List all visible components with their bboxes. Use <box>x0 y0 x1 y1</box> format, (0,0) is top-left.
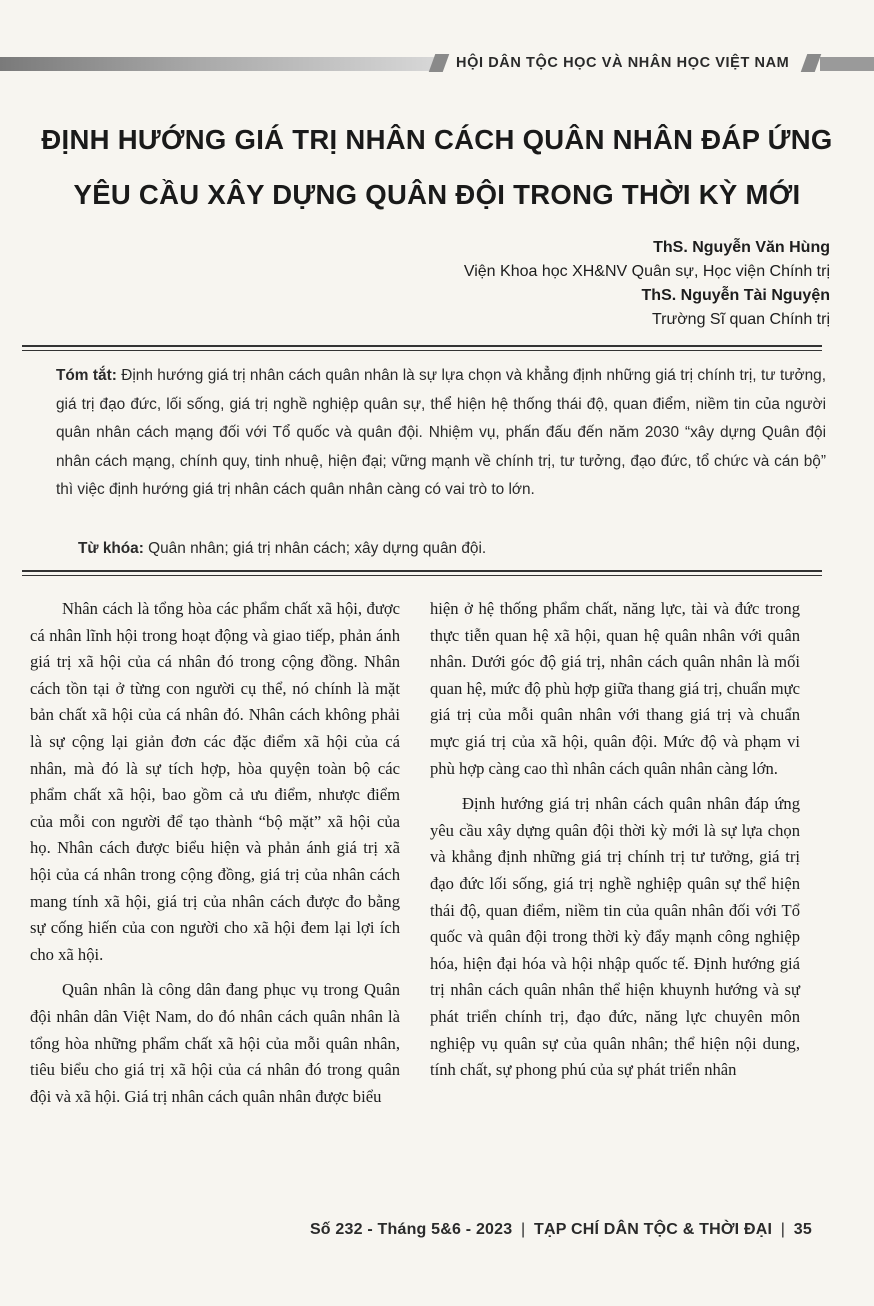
abstract-text: Định hướng giá trị nhân cách quân nhân là sự lựa chọn và khẳng định những giá trị chính trị, tư tưởng, giá trị đạo đức, lối sống, giá trị nghề nghiệp quân sự, thể hiện hệ thống thái độ, quan điểm, niềm tin của người quân nhân cách mạng đối với Tổ quốc và quân đội. Nhiệm vụ, phấn đấu đến năm 2030 “xây dựng Quân đội nhân cách mạng, chính quy, tinh nhuệ, hiện đại; vững mạnh về chính trị, tư tưởng, đạo đức, tổ chức và cán bộ” thì việc định hướng giá trị nhân cách quân nhân càng có vai trò to lớn. <box>56 367 827 499</box>
body-paragraph-continued: hiện ở hệ thống phẩm chất, năng lực, tài và đức trong thực tiễn quan hệ xã hội, quan hệ quân nhân với quân nhân. Dưới góc độ giá trị, nhân cách quân nhân là mối quan hệ, mức độ phù hợp giữa thang giá trị, chuẩn mực giá trị của mỗi quân nhân với thang giá trị và chuẩn mực giá trị của xã hội, quân đội. Mức độ và phạm vi phù hợp càng cao thì nhân cách quân nhân càng lớn. <box>430 599 800 778</box>
author-affiliation-1: Viện Khoa học XH&NV Quân sự, Học viện Chính trị <box>463 263 830 280</box>
author-name-2: ThS. Nguyễn Tài Nguyện <box>641 287 830 304</box>
body-paragraph: Định hướng giá trị nhân cách quân nhân đáp ứng yêu cầu xây dựng quân đội thời kỳ mới là sự lựa chọn và khẳng định những giá trị chính trị tư tưởng, giá trị đạo đức lối sống, giá trị nghề nghiệp quân sự thể hiện thái độ, quan điểm, niềm tin của quân nhân đối với Tổ quốc và quân đội trong thời kỳ đẩy mạnh công nghiệp hóa, hiện đại hóa và hội nhập quốc tế. Định hướng giá trị nhân cách quân nhân thể hiện khuynh hướng và sự phát triển chính trị, đạo đức, năng lực chuyên môn nghiệp vụ quân sự của quân nhân; thể hiện nội dung, tính chất, sự phong phú của sự phát triển nhân <box>430 794 800 1080</box>
header-gradient-bar <box>0 57 440 71</box>
title-line-2: YÊU CẦU XÂY DỰNG QUÂN ĐỘI TRONG THỜI KỲ MỚI <box>73 179 801 210</box>
footer-separator: | <box>521 1221 526 1238</box>
abstract-top-rule <box>22 345 822 347</box>
title-line-1: ĐỊNH HƯỚNG GIÁ TRỊ NHÂN CÁCH QUÂN NHÂN ĐÁP ỨNG <box>41 124 833 155</box>
header-end-bar <box>820 57 874 71</box>
abstract-top-rule-thin <box>22 350 822 351</box>
article-title <box>0 112 874 222</box>
author-block <box>464 236 830 332</box>
abstract-bottom-rule-thin <box>22 575 822 576</box>
page-number: 35 <box>793 1221 812 1238</box>
journal-header-text: HỘI DÂN TỘC HỌC VÀ NHÂN HỌC VIỆT NAM <box>456 55 790 71</box>
keywords <box>78 536 818 562</box>
page-footer <box>310 1221 812 1239</box>
body-column-left <box>30 596 400 1110</box>
abstract <box>56 362 826 505</box>
author-name-1: ThS. Nguyễn Văn Hùng <box>653 239 830 256</box>
footer-journal: TẠP CHÍ DÂN TỘC & THỜI ĐẠI <box>534 1221 773 1238</box>
body-paragraph: Quân nhân là công dân đang phục vụ trong Quân đội nhân dân Việt Nam, do đó nhân cách quân nhân là tổng hòa những phẩm chất xã hội của mỗi quân nhân, tiêu biểu cho giá trị xã hội của cá nhân đó trong quân đội và xã hội. Giá trị nhân cách quân nhân được biểu <box>30 980 400 1106</box>
footer-issue: Số 232 - Tháng 5&6 - 2023 <box>309 1221 513 1238</box>
abstract-label: Tóm tắt: <box>56 367 117 384</box>
body-paragraph: Nhân cách là tổng hòa các phẩm chất xã hội, được cá nhân lĩnh hội trong hoạt động và giao tiếp, phản ánh giá trị xã hội của cá nhân đó trong cộng đồng. Nhân cách tồn tại ở từng con người cụ thể, nó chính là mặt bản chất xã hội của cá nhân đó. Nhân cách không phải là sự cộng lại giản đơn các đặc điểm xã hội của cá nhân, mà đó là sự tích hợp, hòa quyện toàn bộ các phẩm chất xã hội, bao gồm cả ưu điểm, nhược điểm của mỗi con người để tạo thành “bộ mặt” xã hội của họ. Nhân cách được biểu hiện và phản ánh giá trị xã hội của cá nhân trong cộng đồng, giá trị của nhân cách mang tính xã hội, giá trị của nhân cách được đo bằng sự cống hiến của con người cho xã hội đem lại lợi ích cho xã hội. <box>30 599 400 964</box>
body-column-right <box>430 596 800 1084</box>
keywords-label: Từ khóa: <box>78 540 144 557</box>
abstract-bottom-rule <box>22 570 822 572</box>
keywords-text: Quân nhân; giá trị nhân cách; xây dựng quân đội. <box>148 540 487 557</box>
journal-header-band <box>0 52 874 74</box>
author-affiliation-2: Trường Sĩ quan Chính trị <box>651 311 830 328</box>
footer-separator-2: | <box>780 1221 786 1238</box>
header-slash-right <box>801 54 822 72</box>
